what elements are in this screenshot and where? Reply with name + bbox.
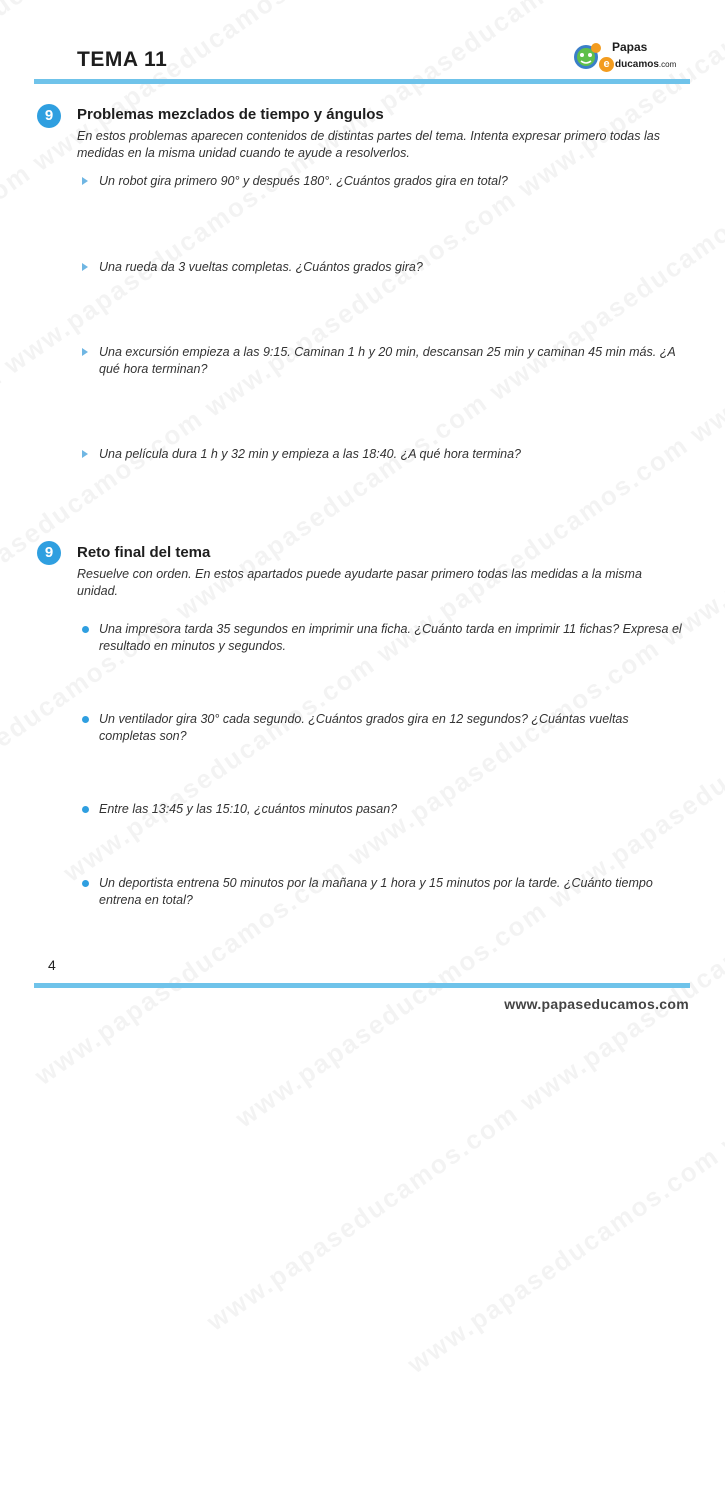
triangle-bullet-icon	[82, 348, 88, 356]
exercise-text: Un robot gira primero 90° y después 180°. ¿Cuántos grados gira en total?	[99, 174, 508, 188]
logo-text-ducamos: ducamos	[615, 59, 659, 70]
exercise-item	[80, 344, 689, 378]
footer-rule	[34, 983, 690, 988]
section-title: Problemas mezclados de tiempo y ángulos	[77, 106, 384, 123]
logo-text-domain: .com	[658, 60, 677, 69]
watermark-row	[167, 574, 725, 1385]
exercise-text: Una película dura 1 h y 32 min y empieza a las 18:40. ¿A qué hora termina?	[99, 447, 521, 461]
section-title: Reto final del tema	[77, 544, 211, 561]
header-rule	[34, 79, 690, 84]
dot-bullet-icon	[82, 716, 89, 723]
exercise-item	[80, 875, 689, 909]
exercise-text: Una rueda da 3 vueltas completas. ¿Cuántos grados gira?	[99, 260, 423, 274]
exercise-text: Una impresora tarda 35 segundos en imprimir una ficha. ¿Cuánto tarda en imprimir 11 fichas? Expresa el resultado en minutos y segundos.	[99, 622, 682, 653]
exercise-text: Un deportista entrena 50 minutos por la mañana y 1 hora y 15 minutos por la tarde. ¿Cuánto tiempo entrena en total?	[99, 876, 653, 907]
exercise-item	[80, 446, 689, 463]
dot-bullet-icon	[82, 626, 89, 633]
exercise-item	[80, 621, 689, 655]
exercise-text: Un ventilador gira 30° cada segundo. ¿Cuántos grados gira en 12 segundos? ¿Cuántas vueltas completas son?	[99, 712, 629, 743]
dot-bullet-icon	[82, 880, 89, 887]
dot-bullet-icon	[82, 806, 89, 813]
triangle-bullet-icon	[82, 450, 88, 458]
watermark-row	[253, 697, 725, 1508]
section-number-badge: 9	[37, 104, 61, 128]
section-intro: En estos problemas aparecen contenidos de distintas partes del tema. Intenta expresar primero todas las medidas en la misma unidad cuando te ayude a resolverlos.	[77, 129, 660, 160]
exercise-item	[80, 259, 689, 276]
logo-e-letter: e	[599, 57, 614, 72]
logo-text-educamos	[599, 57, 676, 72]
section-intro: Resuelve con orden. En estos apartados puede ayudarte pasar primero todas las medidas a la misma unidad.	[77, 567, 642, 598]
exercise-item	[80, 711, 689, 745]
triangle-bullet-icon	[82, 177, 88, 185]
section-number-badge: 9	[37, 541, 61, 565]
exercise-item	[80, 801, 689, 818]
triangle-bullet-icon	[82, 263, 88, 271]
logo-text-papas: Papas	[612, 40, 648, 54]
exercise-text: Una excursión empieza a las 9:15. Caminan 1 h y 20 min, descansan 25 min y caminan 45 min más. ¿A qué hora terminan?	[99, 345, 676, 376]
exercise-item	[80, 173, 689, 190]
footer-url-link[interactable]: www.papaseducamos.com	[504, 996, 689, 1012]
exercise-text: Entre las 13:45 y las 15:10, ¿cuántos minutos pasan?	[99, 802, 398, 816]
page-title: TEMA 11	[77, 48, 168, 71]
page-number: 4	[48, 957, 56, 973]
papaseducamos-logo[interactable]	[572, 38, 692, 78]
watermark-row	[0, 83, 725, 894]
